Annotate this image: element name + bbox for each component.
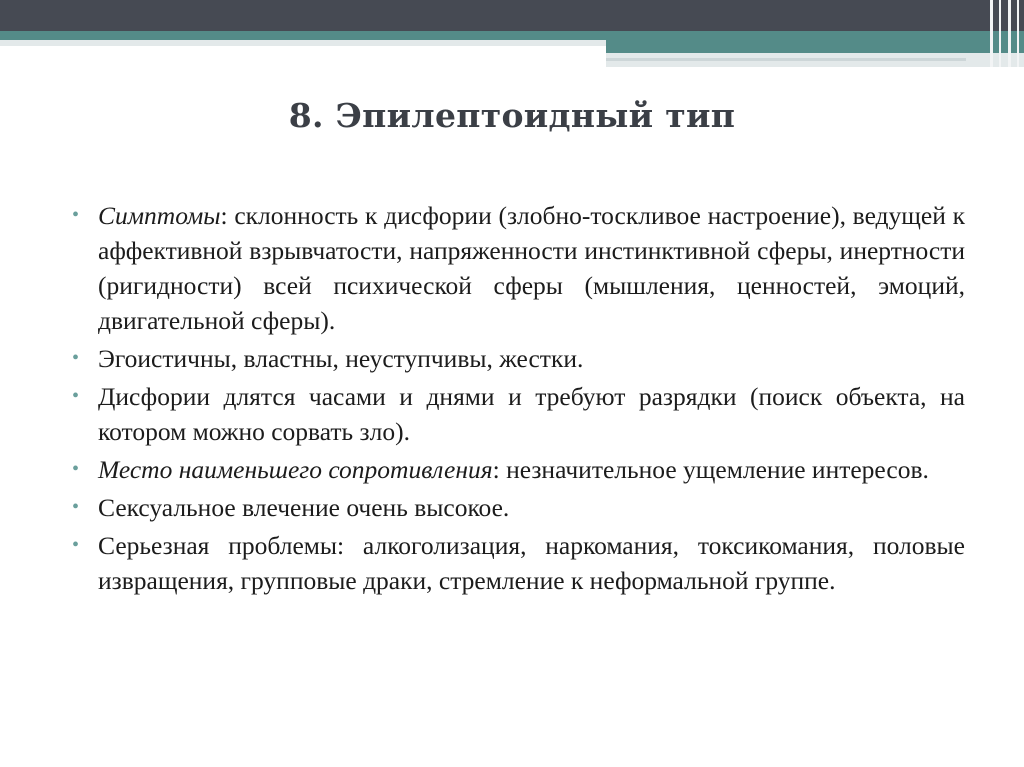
bullet-dot-icon: • [72, 534, 80, 556]
header-band-right-teal [606, 40, 1024, 53]
bullet-item [72, 379, 965, 449]
bullet-item [72, 198, 965, 338]
bullet-text: Эгоистичны, властны, неуступчивы, жестки. [98, 344, 584, 373]
header-band-pale [0, 40, 606, 46]
bullet-dot-icon: • [72, 496, 80, 518]
bullet-item [72, 452, 965, 487]
header-band-right-line [606, 58, 966, 61]
bullet-text: Серьезная проблемы: алкоголизация, наркомания, токсикомания, половые извращения, групповые драки, стремление к неформальной группе. [98, 531, 965, 595]
slide-title: 8. Эпилептоидный тип [288, 96, 736, 135]
bullet-item [72, 341, 965, 376]
bullet-text: : склонность к дисфории (злобно-тоскливое настроение), ведущей к аффективной взрывчатости, напряженности инстинктивной сферы, инертности (ригидности) всей психической сферы (мышления, ценностей, эмоций, двигательной сферы). [98, 201, 965, 335]
header-stripe [999, 0, 1001, 67]
bullet-text: Сексуальное влечение очень высокое. [98, 493, 510, 522]
bullet-item [72, 490, 965, 525]
bullet-text: Дисфории длятся часами и днями и требуют разрядки (поиск объекта, на котором можно сорвать зло). [98, 382, 965, 446]
bullet-dot-icon: • [72, 347, 80, 369]
header-band-teal [0, 31, 1024, 40]
bullet-dot-icon: • [72, 458, 80, 480]
bullet-dot-icon: • [72, 204, 80, 226]
bullet-dot-icon: • [72, 385, 80, 407]
header-stripe [1017, 0, 1019, 67]
bullet-lead: Симптомы [98, 201, 221, 230]
bullet-item [72, 528, 965, 598]
header-stripe [1008, 0, 1011, 67]
header-band-dark [0, 0, 1024, 31]
bullet-text: : незначительное ущемление интересов. [492, 455, 929, 484]
bullet-list [72, 198, 965, 601]
bullet-lead: Место наименьшего сопротивления [98, 455, 493, 484]
header-stripe [990, 0, 993, 67]
